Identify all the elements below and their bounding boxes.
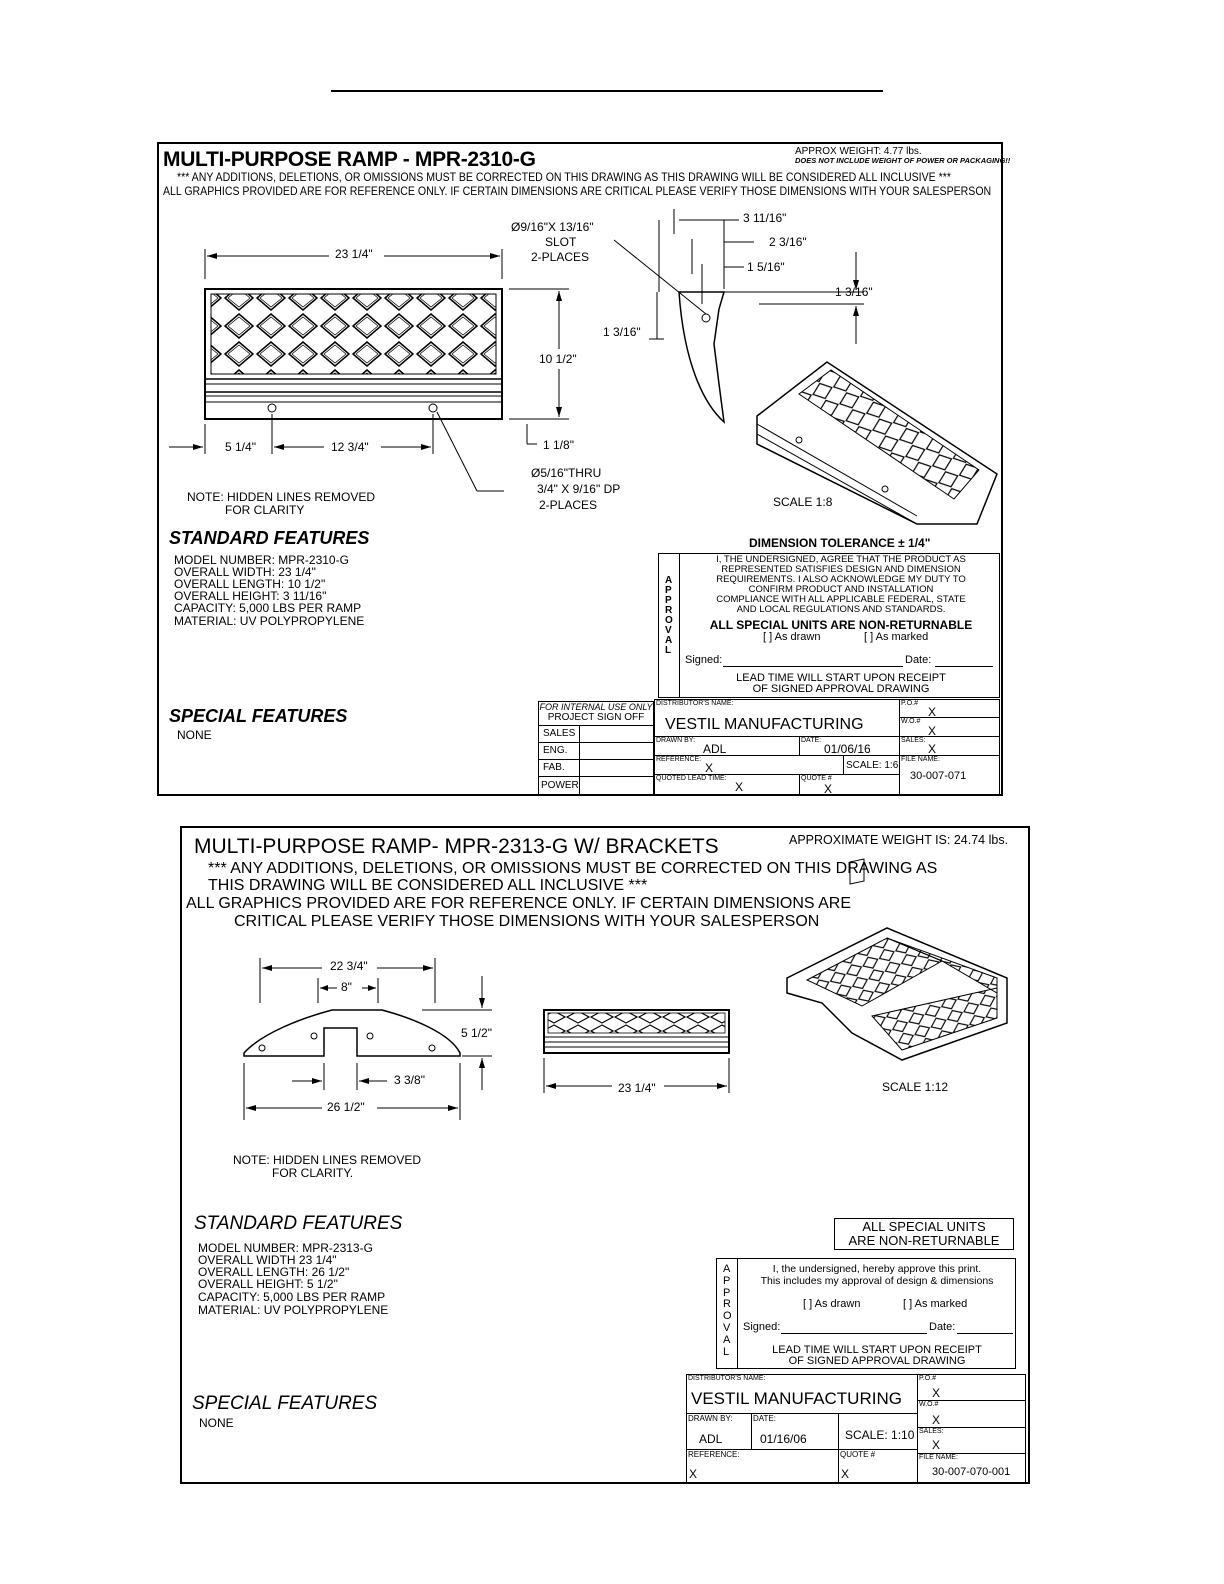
tb-wo-value: X <box>928 724 937 737</box>
approval-letters <box>723 1264 732 1358</box>
cell-divider <box>579 743 580 760</box>
approval-block <box>716 1258 1016 1369</box>
tb-sales-value: X <box>928 742 937 756</box>
tb-file-value: 30-007-070-001 <box>932 1466 1011 1478</box>
tb-reference-value: X <box>689 1467 698 1481</box>
sheet-title: MULTI-PURPOSE RAMP - MPR-2310-G <box>163 148 536 171</box>
tb-label: DISTRIBUTOR'S NAME: <box>688 1375 766 1382</box>
approx-weight: APPROXIMATE WEIGHT IS: 24.74 lbs. <box>789 833 1009 847</box>
feature-model: MODEL NUMBER: MPR-2313-G <box>198 1241 373 1255</box>
tb-label: FILE NAME: <box>919 1454 958 1461</box>
tb-wo <box>917 1400 1026 1428</box>
approval-letter: A <box>723 1333 731 1346</box>
tb-distributor <box>654 699 900 737</box>
approval-letter-v: V <box>665 625 672 636</box>
tb-label: P.O.# <box>901 700 918 707</box>
tb-scale-value: SCALE: 1:6 <box>846 760 899 771</box>
approval-text-line: AND LOCAL REGULATIONS AND STANDARDS. <box>736 604 946 615</box>
tb-distributor-value: VESTIL MANUFACTURING <box>691 1389 902 1408</box>
tb-label: DATE: <box>753 1414 776 1423</box>
project-signoff-label: PROJECT SIGN OFF <box>547 712 645 723</box>
approval-letter-a2: A <box>665 635 673 646</box>
lead-time-1: LEAD TIME WILL START UPON RECEIPT <box>772 1344 982 1356</box>
feature-height: OVERALL HEIGHT: 3 11/16" <box>174 589 327 603</box>
signed-label: Signed: <box>685 654 723 666</box>
dim-top-width: 22 3/4" <box>330 959 368 973</box>
tb-label: REFERENCE: <box>656 756 702 763</box>
tb-po <box>917 1374 1026 1401</box>
approval-block <box>658 553 1000 698</box>
tb-label: QUOTED LEAD TIME: <box>656 775 727 782</box>
approval-text-line: CONFIRM PRODUCT AND INSTALLATION <box>748 584 934 595</box>
approval-letter-r: R <box>665 605 673 616</box>
tb-reference <box>686 1449 839 1484</box>
special-features-value: NONE <box>199 1416 234 1430</box>
tb-wo-value: X <box>932 1413 941 1427</box>
scale-label: SCALE 1:8 <box>773 495 833 509</box>
approval-letter-o: O <box>665 615 673 626</box>
dim-left-offset: 5 1/4" <box>225 440 256 454</box>
signoff-label: SALES <box>543 728 576 739</box>
notice-line-1: *** ANY ADDITIONS, DELETIONS, OR OMISSIONS MUST BE CORRECTED ON THIS DRAWING AS THIS DRAWING WILL BE CONSIDERED ALL INCLUSIVE *** <box>177 170 951 184</box>
signoff-label: ENG. <box>543 745 568 756</box>
tb-sales <box>917 1427 1026 1454</box>
as-marked-checkbox[interactable]: [ ] As marked <box>864 631 929 643</box>
internal-use-label: FOR INTERNAL USE ONLY <box>539 702 653 712</box>
internal-signoff-block <box>538 701 654 796</box>
approval-letters-column <box>658 553 680 698</box>
approval-text-1: I, the undersigned, hereby approve this print. <box>772 1263 982 1275</box>
dim-height: 10 1/2" <box>539 352 577 366</box>
approval-letter-p2: P <box>665 595 672 606</box>
drawing-sheet-mpr-2310-g <box>157 142 1011 796</box>
dim-slot-width: 3 3/8" <box>394 1073 425 1087</box>
standard-features-title: STANDARD FEATURES <box>169 528 370 548</box>
feature-material: MATERIAL: UV POLYPROPYLENE <box>174 614 365 628</box>
tb-date-value: 01/16/06 <box>760 1432 807 1446</box>
tb-reference-value: X <box>705 761 714 775</box>
feature-length: OVERALL LENGTH: 10 1/2" <box>174 577 326 591</box>
tb-quoted-value: X <box>735 780 744 794</box>
lead-time-2: OF SIGNED APPROVAL DRAWING <box>752 683 930 695</box>
tb-distributor-value: VESTIL MANUFACTURING <box>665 716 864 733</box>
date-label: Date: <box>929 1321 956 1333</box>
signoff-row-fab[interactable] <box>538 759 654 777</box>
non-returnable: ALL SPECIAL UNITS ARE NON-RETURNABLE <box>709 618 973 632</box>
approval-text-line: I, THE UNDERSIGNED, AGREE THAT THE PRODUCT AS <box>716 554 966 565</box>
cell-divider <box>579 760 580 777</box>
tb-label: SALES: <box>919 1428 944 1435</box>
dim-slot-places: 2-PLACES <box>531 250 590 264</box>
approval-text-line: REQUIREMENTS. I ALSO ACKNOWLEDGE MY DUTY TO <box>716 574 966 585</box>
special-features-title: SPECIAL FEATURES <box>192 1393 378 1414</box>
tb-file-value: 30-007-071 <box>910 770 967 782</box>
approval-letter: O <box>723 1310 732 1323</box>
dim-length: 26 1/2" <box>327 1100 365 1114</box>
tb-drawn-by <box>654 736 800 756</box>
approval-letter: R <box>723 1298 731 1311</box>
tb-drawn-by-value: ADL <box>703 742 727 756</box>
feature-model: MODEL NUMBER: MPR-2310-G <box>174 553 349 567</box>
tb-drawn-by <box>686 1413 752 1450</box>
dimension-tolerance: DIMENSION TOLERANCE ± 1/4" <box>749 536 931 550</box>
lead-time-1: LEAD TIME WILL START UPON RECEIPT <box>736 672 946 684</box>
as-drawn-checkbox[interactable]: [ ] As drawn <box>803 1298 861 1310</box>
cell-divider <box>579 726 580 743</box>
special-features-value: NONE <box>177 728 212 742</box>
scale-label: SCALE 1:12 <box>882 1080 949 1094</box>
approval-letter: P <box>723 1286 731 1299</box>
dim-width: 23 1/4" <box>618 1081 656 1095</box>
notice-line-4: CRITICAL PLEASE VERIFY THOSE DIMENSIONS WITH YOUR SALESPERSON <box>234 913 820 930</box>
signed-label: Signed: <box>743 1321 781 1333</box>
notice-line-1: *** ANY ADDITIONS, DELETIONS, OR OMISSIONS MUST BE CORRECTED ON THIS DRAWING AS <box>208 860 938 877</box>
dim-bottom: 1 1/8" <box>543 438 574 452</box>
tb-drawn-by-value: ADL <box>699 1432 723 1446</box>
tb-quote <box>799 774 900 796</box>
approval-letter: P <box>723 1274 731 1287</box>
sheet-title: MULTI-PURPOSE RAMP- MPR-2313-G W/ BRACKETS <box>194 835 719 858</box>
tb-label: FILE NAME: <box>901 756 940 763</box>
signoff-row-power[interactable] <box>538 776 654 796</box>
title-block <box>686 1374 1026 1484</box>
date-line[interactable] <box>935 666 993 667</box>
header-rule <box>331 90 883 92</box>
approval-letter-l: L <box>665 645 672 656</box>
non-returnable-1: ALL SPECIAL UNITS <box>862 1219 986 1234</box>
tb-file <box>917 1453 1026 1484</box>
note-line-1: NOTE: HIDDEN LINES REMOVED <box>233 1153 422 1167</box>
tb-scale <box>843 755 900 775</box>
approval-text-line: COMPLIANCE WITH ALL APPLICABLE FEDERAL, STATE <box>716 594 966 605</box>
tb-date-value: 01/06/16 <box>824 742 871 756</box>
dim-side-c: 1 3/16" <box>835 285 873 299</box>
date-label: Date: <box>905 654 932 666</box>
signoff-label: FAB. <box>543 762 565 773</box>
special-features-title: SPECIAL FEATURES <box>169 706 348 726</box>
lead-time-2: OF SIGNED APPROVAL DRAWING <box>788 1355 966 1367</box>
tb-date <box>751 1413 839 1450</box>
tb-label: QUOTE # <box>801 775 832 782</box>
tb-po <box>899 699 1000 718</box>
dim-side-b: 1 5/16" <box>747 260 785 274</box>
drawing-sheet-mpr-2313-g <box>180 826 1030 1484</box>
standard-features-title: STANDARD FEATURES <box>194 1213 403 1234</box>
signature-line[interactable] <box>781 1333 927 1334</box>
approval-text-2: This includes my approval of design & dimensions <box>760 1275 994 1287</box>
non-returnable-box <box>834 1218 1014 1250</box>
signature-line[interactable] <box>723 666 903 667</box>
tb-wo <box>899 717 1000 737</box>
dim-slot-label: SLOT <box>545 235 577 249</box>
approval-letters-column <box>716 1258 738 1369</box>
tb-label: DRAWN BY: <box>688 1414 733 1423</box>
dim-thru-places: 2-PLACES <box>539 498 598 512</box>
notice-line-2: THIS DRAWING WILL BE CONSIDERED ALL INCLUSIVE *** <box>208 877 648 894</box>
tb-label: P.O.# <box>919 1375 936 1382</box>
approval-letter: V <box>723 1321 731 1334</box>
signoff-label: POWER <box>541 780 579 791</box>
feature-length: OVERALL LENGTH: 26 1/2" <box>198 1265 350 1279</box>
dim-width: 23 1/4" <box>335 247 373 261</box>
tb-label: QUOTE # <box>840 1450 876 1459</box>
approval-text <box>681 555 1001 615</box>
tb-label: DRAWN BY: <box>656 737 696 744</box>
signoff-row-eng[interactable] <box>538 742 654 760</box>
non-returnable-2: ARE NON-RETURNABLE <box>848 1233 1000 1248</box>
feature-capacity: CAPACITY: 5,000 LBS PER RAMP <box>198 1290 386 1304</box>
feature-capacity: CAPACITY: 5,000 LBS PER RAMP <box>174 601 362 615</box>
date-line[interactable] <box>957 1333 1013 1334</box>
weight-note: DOES NOT INCLUDE WEIGHT OF POWER OR PACKAGING!! <box>795 156 1011 165</box>
note-line-2: FOR CLARITY. <box>272 1166 354 1180</box>
tb-label: DATE: <box>801 737 822 744</box>
tb-label: REFERENCE: <box>688 1450 740 1459</box>
cell-divider <box>579 777 580 796</box>
tb-scale <box>838 1413 918 1450</box>
tb-file <box>899 755 1000 796</box>
approval-letter: L <box>723 1345 730 1358</box>
dim-side-height: 3 11/16" <box>743 211 787 225</box>
dim-height: 5 1/2" <box>461 1026 492 1040</box>
as-drawn-checkbox[interactable]: [ ] As drawn <box>763 631 821 643</box>
notice-line-3: ALL GRAPHICS PROVIDED ARE FOR REFERENCE ONLY. IF CERTAIN DIMENSIONS ARE <box>186 895 852 912</box>
as-marked-checkbox[interactable]: [ ] As marked <box>903 1298 968 1310</box>
dim-hole-spacing: 12 3/4" <box>331 440 369 454</box>
tb-sales <box>899 736 1000 756</box>
tb-label: DISTRIBUTOR'S NAME: <box>656 700 734 707</box>
tb-po-value: X <box>928 705 937 718</box>
tb-scale-value: SCALE: 1:10 <box>845 1428 915 1442</box>
feature-material: MATERIAL: UV POLYPROPYLENE <box>198 1303 389 1317</box>
approval-letter: A <box>723 1263 731 1275</box>
note-line-2: FOR CLARITY <box>225 503 305 517</box>
notice-line-2: ALL GRAPHICS PROVIDED ARE FOR REFERENCE ONLY. IF CERTAIN DIMENSIONS ARE CRITICAL PLEASE VERIFY THOSE DIMENSIONS WITH YOUR SALESPERSON <box>163 184 992 198</box>
tb-distributor <box>686 1374 918 1414</box>
tb-quote-value: X <box>824 782 833 796</box>
dim-side-d: 1 3/16" <box>603 325 641 339</box>
feature-width: OVERALL WIDTH 23 1/4" <box>198 1253 337 1267</box>
dim-thru: Ø5/16"THRU <box>531 466 602 480</box>
tb-sales-value: X <box>932 1438 941 1452</box>
signoff-row-sales[interactable] <box>538 725 654 743</box>
dim-slot: Ø9/16"X 13/16" <box>511 220 594 234</box>
dim-slot: 8" <box>341 980 352 994</box>
tb-reference <box>654 755 844 775</box>
dim-thru-depth: 3/4" X 9/16" DP <box>537 482 621 496</box>
approval-letter-a: A <box>665 575 673 586</box>
dim-side-a: 2 3/16" <box>769 235 807 249</box>
feature-width: OVERALL WIDTH: 23 1/4" <box>174 565 316 579</box>
tb-label: W.O.# <box>901 718 921 725</box>
tb-label: SALES: <box>901 737 926 744</box>
approval-letter-p1: P <box>665 585 672 596</box>
note-line-1: NOTE: HIDDEN LINES REMOVED <box>187 490 376 504</box>
tb-po-value: X <box>932 1386 941 1400</box>
tb-quote-value: X <box>841 1467 850 1481</box>
approval-text-line: REPRESENTED SATISFIES DESIGN AND DIMENSION <box>721 564 961 575</box>
tb-quote <box>838 1449 918 1484</box>
approx-weight: APPROX WEIGHT: 4.77 lbs. <box>795 146 922 157</box>
tb-date <box>799 736 900 756</box>
title-block <box>654 699 1000 796</box>
tb-label: W.O.# <box>919 1401 939 1408</box>
tb-quoted-lead-time <box>654 774 800 796</box>
feature-height: OVERALL HEIGHT: 5 1/2" <box>198 1277 338 1291</box>
